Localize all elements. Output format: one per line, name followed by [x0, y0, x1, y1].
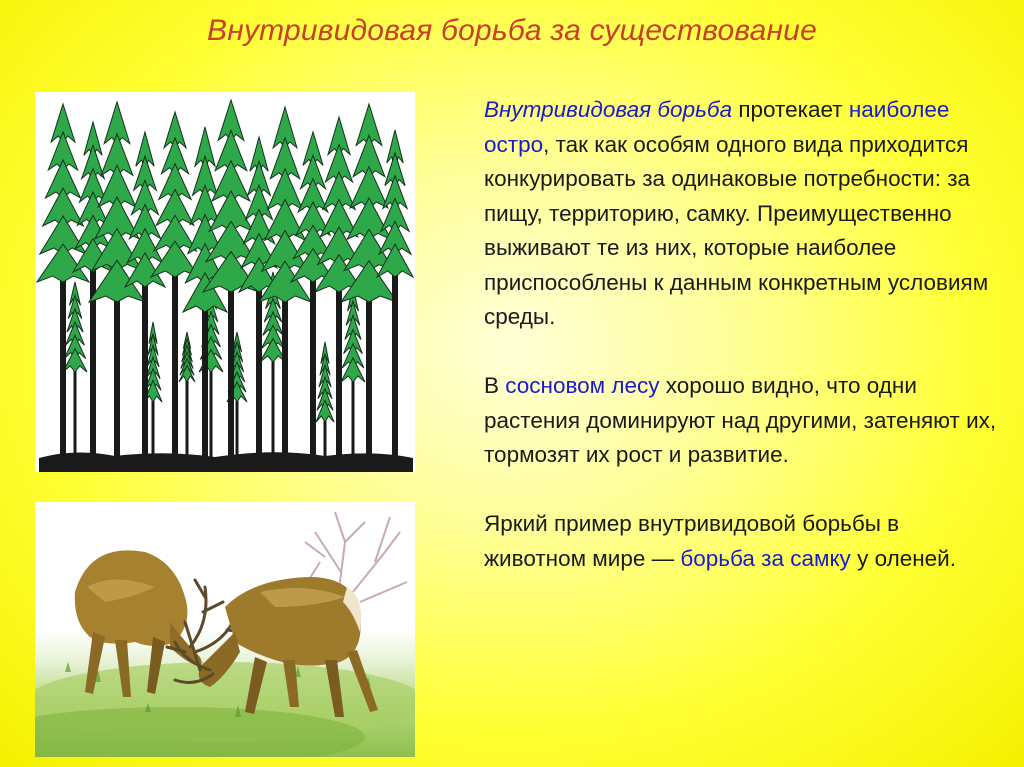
text-fragment: хорошо видно, что одни растения доминируют над другими, затеняют их, тормозят их рост и развитие. [484, 373, 997, 467]
text-fragment: Яркий пример внутривидовой борьбы в животном мире — [484, 511, 900, 571]
tall-pine-tree [151, 112, 199, 464]
small-pine-tree [316, 342, 334, 464]
paragraph-intraspecific [484, 93, 1004, 335]
pine-forest-illustration [35, 92, 415, 472]
small-pine-tree [179, 332, 195, 464]
tall-pine-tree [183, 127, 227, 464]
tall-pine-tree [125, 132, 165, 464]
pine-forest-image [35, 92, 415, 472]
emphasis-pine-forest: сосновом лесу [505, 373, 660, 398]
tall-pine-tree [89, 102, 145, 464]
text-fragment: , так как особям одного вида приходится конкурировать за одинаковые потребности: за пищу, территорию, самку. Преимущественно выживают те из них, которые наиболее приспособлены к данным конкретным условиям среды. [484, 131, 989, 329]
emphasis-most-acute: наиболее остро [484, 97, 950, 157]
text-fragment: В [484, 373, 506, 398]
forest-ground [39, 452, 413, 472]
term-intraspecific-struggle: Внутривидовая борьба [484, 97, 733, 122]
tall-pine-tree [37, 104, 89, 464]
small-pine-tree [341, 287, 365, 464]
small-pine-tree [63, 282, 87, 464]
text-fragment: у оленей. [850, 545, 956, 571]
paragraph-pine-forest [484, 369, 1004, 473]
text-fragment: протекает [732, 97, 849, 122]
description-text [484, 93, 1004, 576]
fighting-deer-image [35, 502, 415, 757]
emphasis-fight-for-female: борьба за самку [680, 545, 851, 571]
fighting-deer-illustration [35, 502, 415, 757]
slide-title: Внутривидовая борьба за существование [207, 14, 817, 47]
paragraph-deer-example [484, 507, 1004, 576]
